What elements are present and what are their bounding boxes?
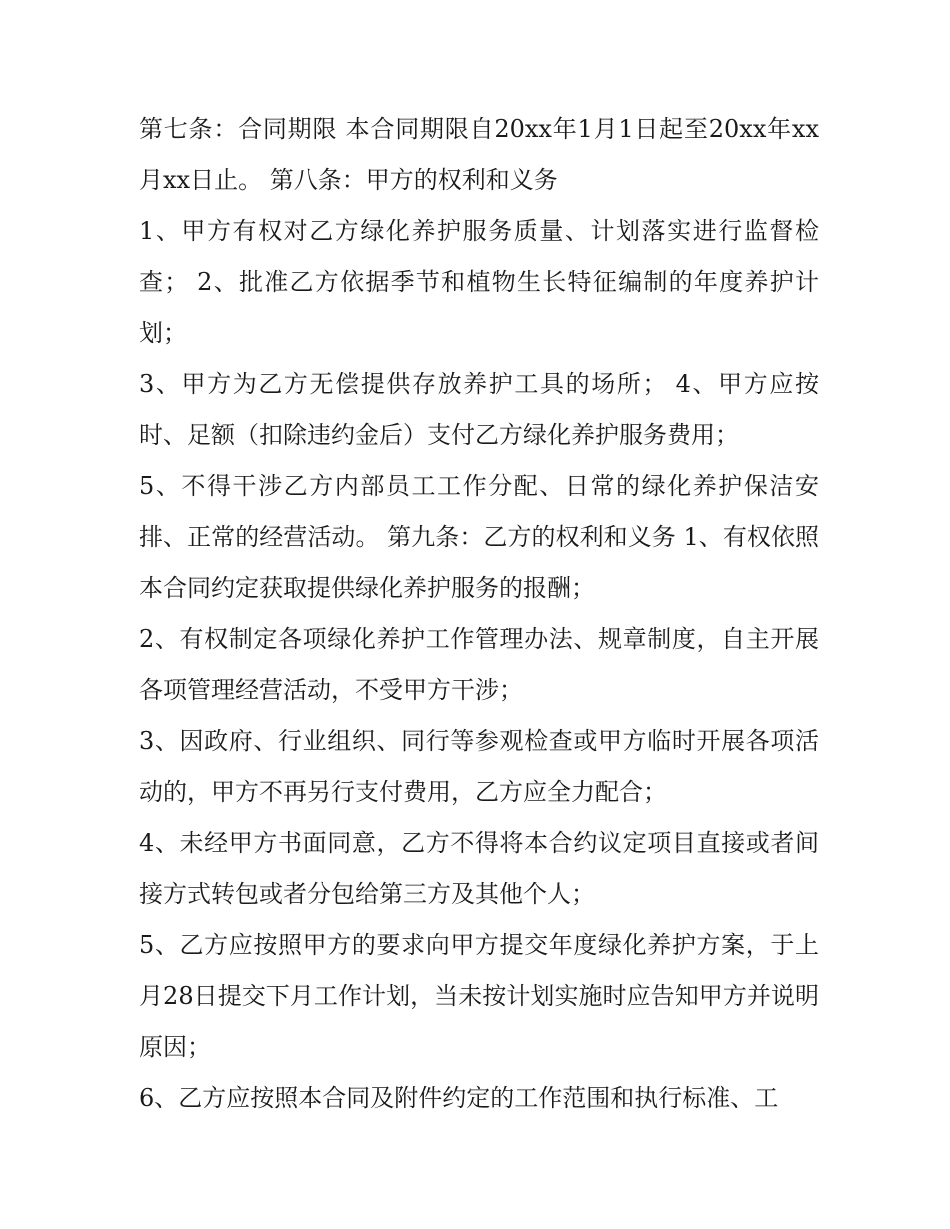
paragraph-party-a-rights-3-4: 3、甲方为乙方无偿提供存放养护工具的场所； 4、甲方应按时、足额（扣除违约金后）支付乙方绿化养护服务费用； xyxy=(139,370,819,449)
paragraph-party-b-rights-5: 5、乙方应按照甲方的要求向甲方提交年度绿化养护方案，于上月28日提交下月工作计划，当未按计划实施时应告知甲方并说明原因； xyxy=(139,931,819,1061)
paragraph-party-b-rights-4: 4、未经甲方书面同意，乙方不得将本合约议定项目直接或者间接方式转包或者分包给第三方及其他个人； xyxy=(139,829,819,908)
paragraph-party-b-rights-6: 6、乙方应按照本合同及附件约定的工作范围和执行标准、工 xyxy=(139,1084,779,1112)
contract-body xyxy=(139,104,819,1124)
paragraph-party-a-rights-1-2: 1、甲方有权对乙方绿化养护服务质量、计划落实进行监督检查； 2、批准乙方依据季节和植物生长特征编制的年度养护计划； xyxy=(139,217,819,347)
paragraph-article-7-8: 第七条：合同期限 本合同期限自20xx年1月1日起至20xx年xx月xx日止。 第八条：甲方的权利和义务 xyxy=(139,115,819,194)
paragraph-party-b-rights-3: 3、因政府、行业组织、同行等参观检查或甲方临时开展各项活动的，甲方不再另行支付费用，乙方应全力配合； xyxy=(139,727,819,806)
paragraph-party-a-rights-5-article-9: 5、不得干涉乙方内部员工工作分配、日常的绿化养护保洁安排、正常的经营活动。 第九条：乙方的权利和义务 1、有权依照本合同约定获取提供绿化养护服务的报酬； xyxy=(139,472,819,602)
paragraph-party-b-rights-2: 2、有权制定各项绿化养护工作管理办法、规章制度，自主开展各项管理经营活动，不受甲方干涉； xyxy=(139,625,819,704)
